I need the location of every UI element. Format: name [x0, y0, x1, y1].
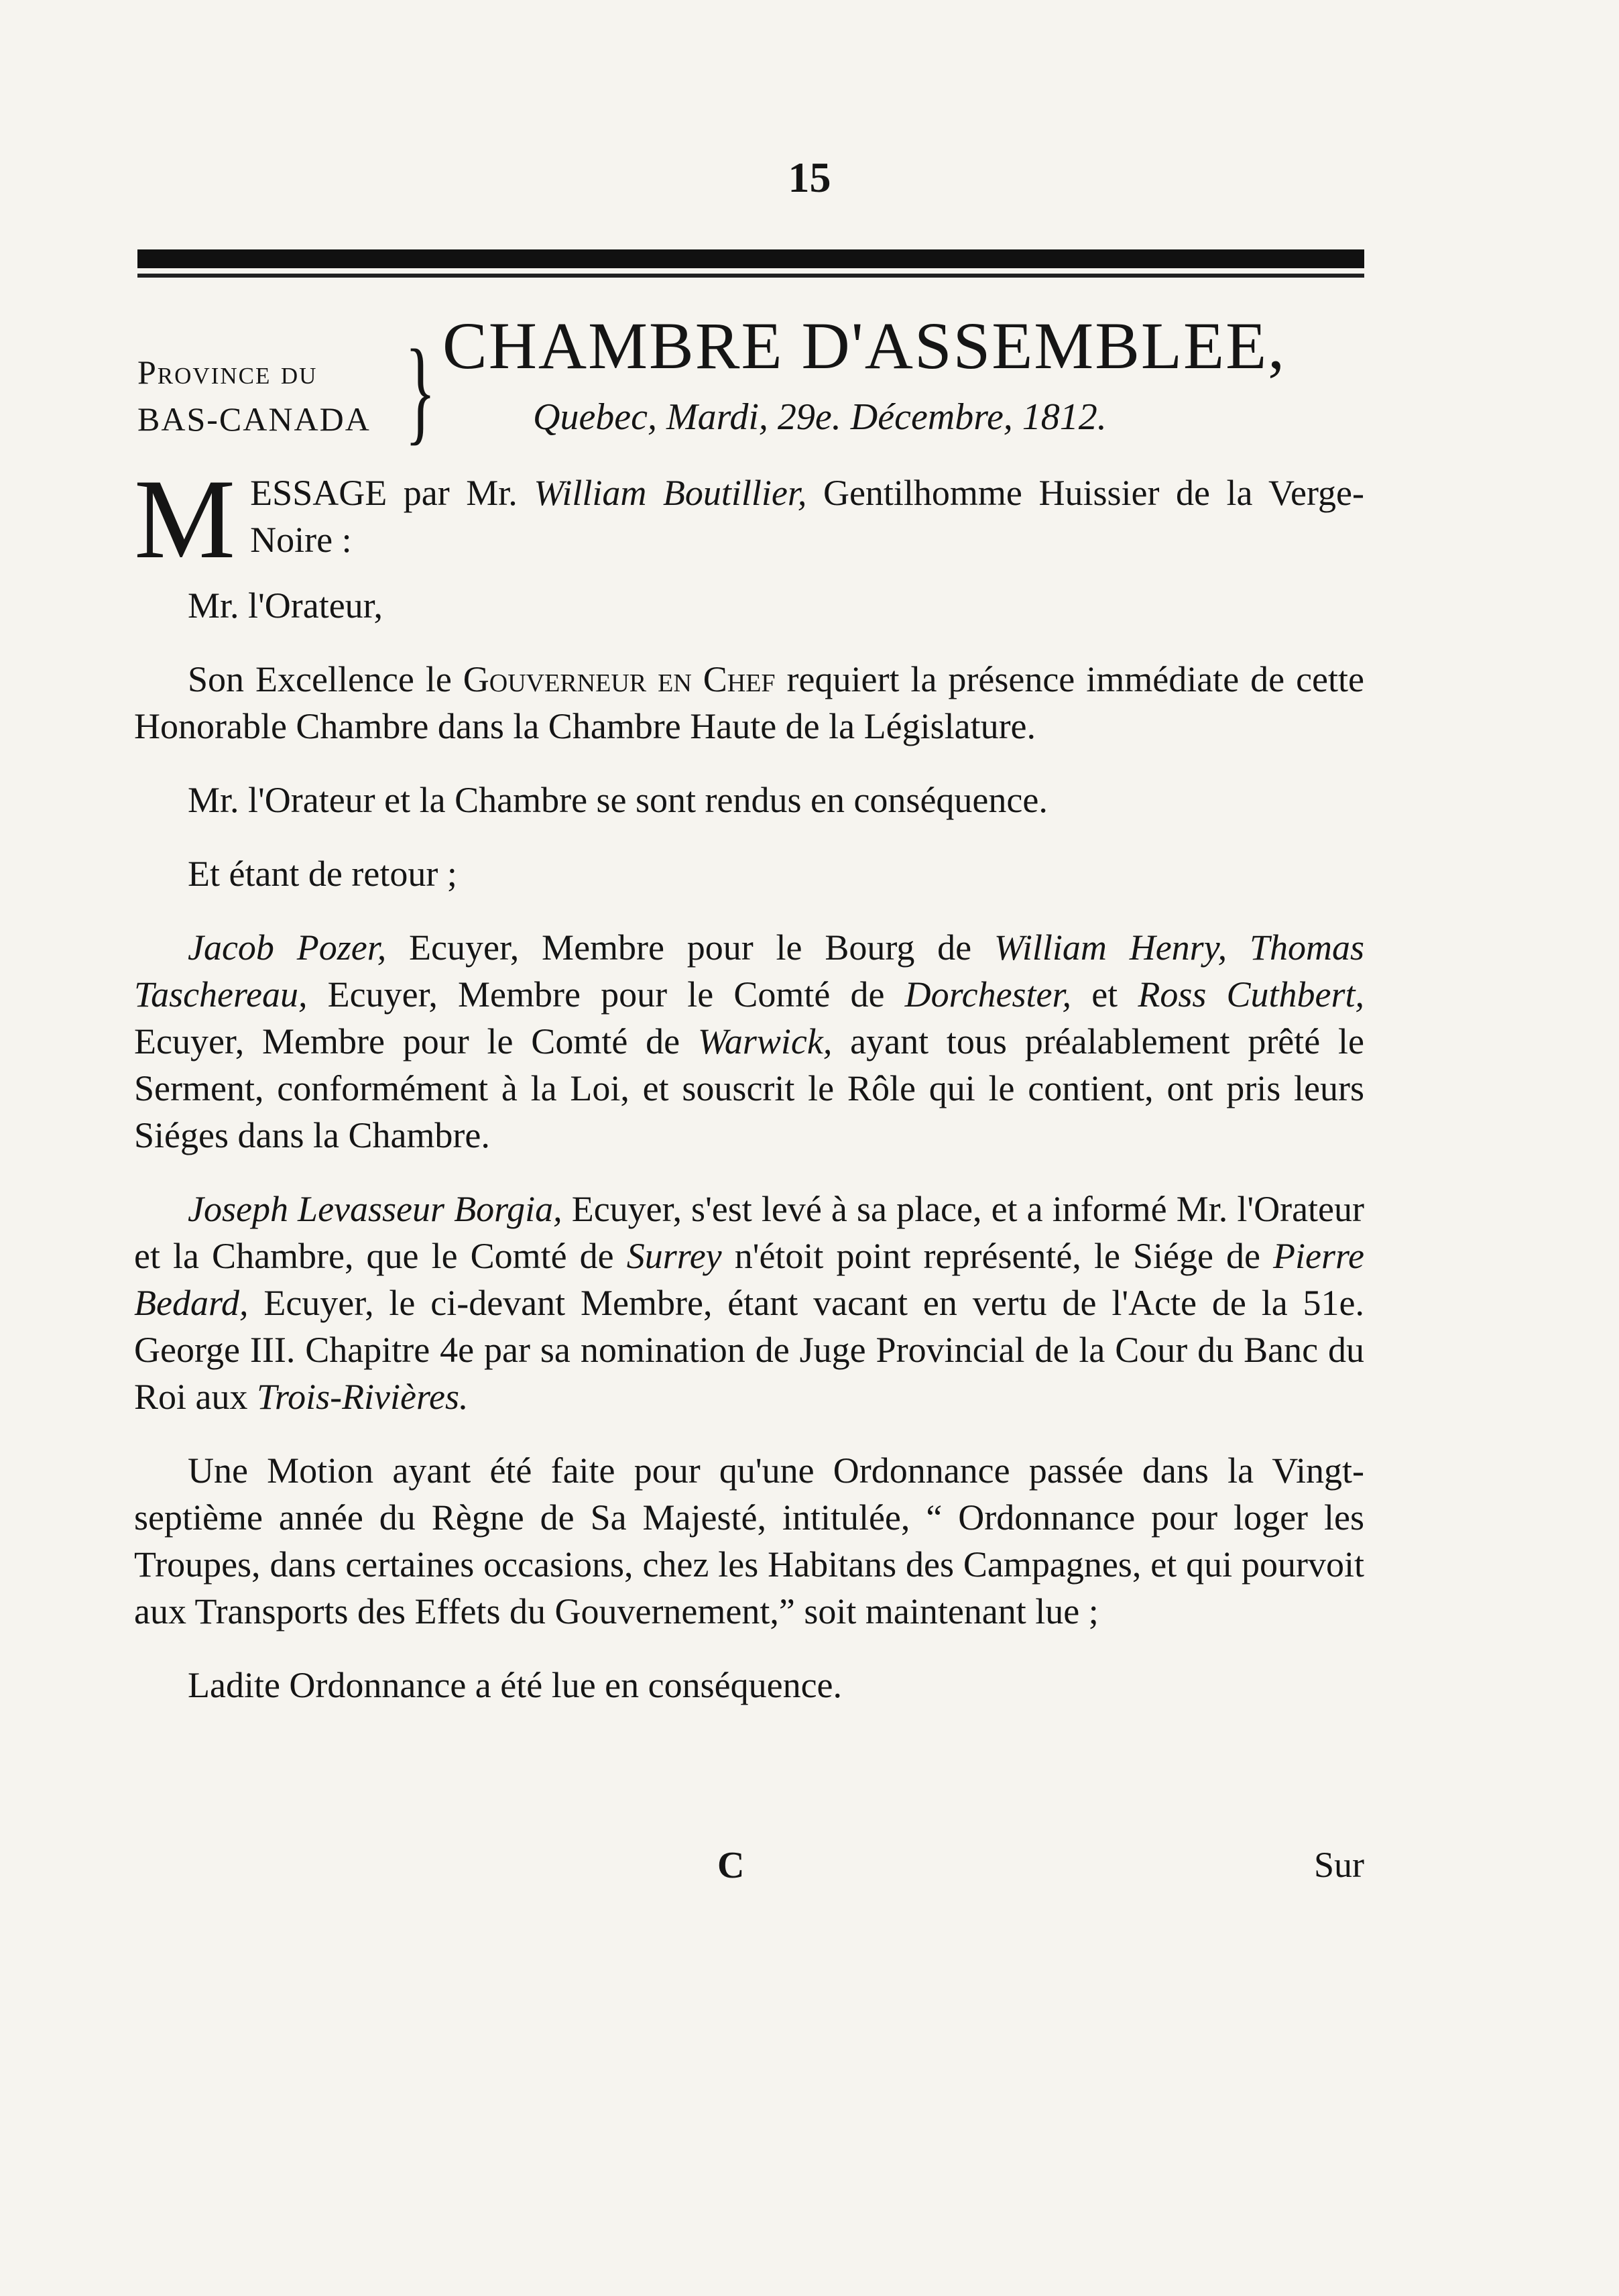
proceedings-text	[134, 456, 1365, 1735]
borgia-text-b: n'étoit point représenté, le Siége de	[721, 1236, 1274, 1276]
signature-mark: C	[717, 1845, 745, 1886]
son-excellence-a: Son Excellence le	[188, 659, 463, 699]
members-text-c: et	[1071, 974, 1138, 1015]
member-name-1: Jacob Pozer,	[188, 927, 387, 968]
borgia-place-2: Trois-Rivières.	[257, 1377, 469, 1417]
borgia-paragraph	[134, 1186, 1364, 1420]
members-paragraph	[134, 924, 1364, 1159]
province-label	[137, 349, 406, 443]
ladite-paragraph: Ladite Ordonnance a été lue en conséquence.	[188, 1665, 843, 1705]
borgia-name: Joseph Levasseur Borgia,	[188, 1189, 562, 1229]
message-text-b: Gentilhomme Huissier de la Verge-Noire :	[250, 473, 1364, 560]
members-text-d: Ecuyer, Membre pour le Comté de	[134, 1021, 698, 1061]
borgia-place-1: Surrey	[626, 1236, 722, 1276]
borgia-text-a: Ecuyer, s'est levé à sa place, et a informé Mr. l'Orateur et la Chambre, que le Comté de	[134, 1189, 1364, 1276]
message-name: William Boutillier,	[534, 473, 807, 513]
member-place-1: William Henry,	[994, 927, 1227, 968]
retour-paragraph: Et étant de retour ;	[188, 854, 457, 894]
member-place-2: Dorchester,	[904, 974, 1072, 1015]
members-text-b: Ecuyer, Membre pour le Comté de	[307, 974, 905, 1015]
member-name-3: Ross Cuthbert,	[1138, 974, 1364, 1015]
son-excellence-paragraph	[134, 656, 1364, 750]
son-excellence-b: requiert la présence immédiate de cette Honorable Chambre dans la Chambre Haute de la Législature.	[134, 659, 1365, 746]
member-place-3: Warwick,	[697, 1021, 833, 1061]
page-number: 15	[788, 154, 831, 201]
borgia-text-c: Ecuyer, le ci-devant Membre, étant vacant en vertu de l'Acte de la 51e. George III. Chapitre 4e par sa nomination de Juge Provincial de la Cour du Banc du Roi aux	[134, 1283, 1364, 1417]
header-rule-thin	[137, 274, 1364, 278]
catchword: Sur	[1313, 1845, 1364, 1885]
rendus-paragraph: Mr. l'Orateur et la Chambre se sont rendus en conséquence.	[188, 780, 1048, 820]
dateline: Quebec, Mardi, 29e. Décembre, 1812.	[533, 396, 1107, 438]
orateur-salutation: Mr. l'Orateur,	[188, 585, 383, 626]
members-text-e: ayant tous préalablement prêté le Serment, conformément à la Loi, et souscrit le Rôle qui le contient, ont pris leurs Siéges dans la Chambre.	[134, 1021, 1365, 1155]
message-paragraph	[134, 456, 1364, 582]
member-name-2: Thomas Taschereau,	[134, 927, 1365, 1015]
message-text-a: ESSAGE par Mr.	[250, 473, 534, 513]
header-rule-thick	[137, 249, 1364, 268]
governor-title: Gouverneur en Chef	[463, 659, 776, 699]
province-line2: BAS-CANADA	[137, 400, 371, 438]
borgia-name-2: Pierre Bedard,	[134, 1236, 1364, 1323]
province-line1: Province du	[137, 353, 318, 391]
motion-paragraph: Une Motion ayant été faite pour qu'une Ordonnance passée dans la Vingt-septième année du Règne de Sa Majesté, intitulée, “ Ordonnance pour loger les Troupes, dans certaines occasions, chez les Habitans des Campagnes, et qui pourvoit aux Transports des Effets du Gouvernement,” soit maintenant lue ;	[134, 1450, 1364, 1631]
chamber-title: CHAMBRE D'ASSEMBLEE,	[442, 308, 1286, 383]
members-text-a: Ecuyer, Membre pour le Bourg de	[386, 927, 994, 968]
drop-cap: M	[134, 456, 236, 582]
brace-symbol: }	[404, 325, 436, 455]
